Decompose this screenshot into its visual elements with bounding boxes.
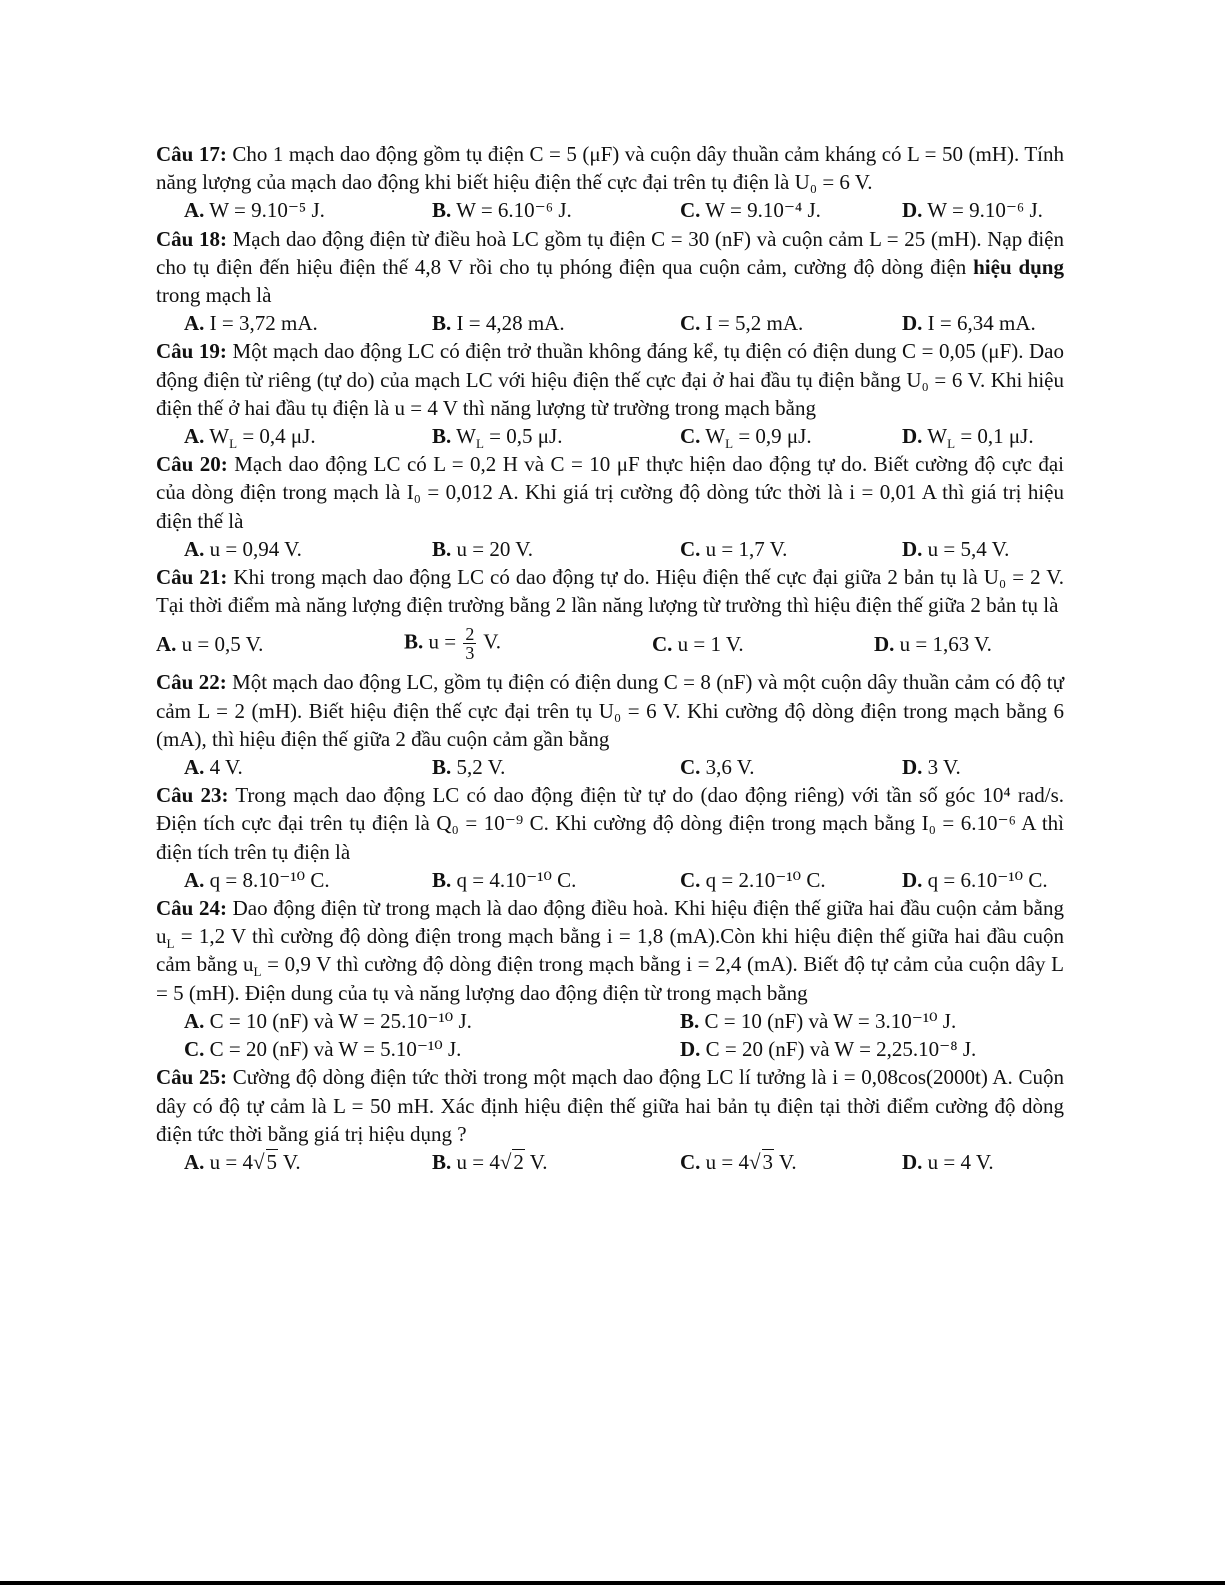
question-21 [156,563,1064,619]
option-text: I = 5,2 mA. [700,311,804,336]
option-d [902,422,1034,450]
option-letter: D. [902,311,923,336]
option-b [432,309,680,337]
option-letter: D. [902,867,923,892]
option-text: 3 V. [922,755,961,780]
question-text: Khi trong mạch dao động LC có dao động tự do. Hiệu điện thế cực đại giữa 2 bản tụ là U₀ = 2 V. Tại thời điểm mà năng lượng điện trường bằng 2 lần năng lượng từ trường thì hiệu điện thế giữa 2 bản tụ là [156,565,1064,618]
option-letter: B. [680,1008,700,1033]
option-text: $W_L = 0,1$ μJ. [922,424,1034,452]
exam-page [156,140,1064,1176]
option-text: u = 5,4 V. [922,536,1010,561]
option-letter: A. [184,536,205,561]
option-letter: C. [680,198,701,223]
option-text: C = 10 (nF) và W = 25.10⁻¹⁰ J. [204,1008,472,1033]
option-text: u = 4 V. [922,1149,994,1174]
option-text: $W_L = 0,9$ μJ. [700,424,812,452]
option-b [432,1148,680,1176]
option-c [680,1148,902,1176]
options-20 [156,535,1064,563]
question-22 [156,668,1064,753]
option-letter: C. [680,1149,701,1174]
fraction-denominator: 3 [465,643,475,664]
option-letter: B. [432,311,452,336]
option-text: q = 6.10⁻¹⁰ C. [922,867,1048,892]
option-text: C = 20 (nF) và W = 2,25.10⁻⁸ J. [700,1037,977,1062]
option-c [680,422,902,450]
option-text: 4 V. [204,755,243,780]
option-text: u = 0,94 V. [204,536,302,561]
option-letter: D. [680,1037,701,1062]
question-number: Câu 23: [156,783,229,808]
option-c [680,196,902,224]
question-text: Cường độ dòng điện tức thời trong một mạch dao động LC lí tưởng là i = 0,08cos(2000t) A. Cuộn dây có độ tự cảm là L = 50 mH. Xác định hiệu điện thế giữa hai bản tụ điện tại thời điểm cường độ dòng điện tức thời bằng giá trị hiệu dụng ? [156,1065,1064,1146]
option-b [432,866,680,894]
option-text: W = 6.10⁻⁶ J. [451,198,572,223]
question-19 [156,337,1064,422]
option-text: u = 4√ [204,1149,265,1174]
option-a [184,753,432,781]
option-text: u = 1,63 V. [894,631,992,656]
option-text: q = 4.10⁻¹⁰ C. [451,867,577,892]
option-letter: D. [902,424,923,449]
option-text: I = 6,34 mA. [922,311,1036,336]
option-a [184,1007,680,1035]
option-b [432,753,680,781]
question-number: Câu 20: [156,452,228,477]
option-letter: C. [680,755,701,780]
fraction [463,625,476,662]
question-24 [156,894,1064,1007]
option-text: u = 4√ [700,1149,761,1174]
option-d [902,866,1048,894]
radicand: 5 [266,1149,278,1174]
option-d [902,309,1036,337]
options-17 [156,196,1064,224]
option-text: u = 0,5 V. [176,631,264,656]
option-d [680,1035,976,1063]
option-a [184,535,432,563]
question-number: Câu 17: [156,142,227,166]
option-letter: B. [432,1149,452,1174]
question-text: Trong mạch dao động LC có dao động điện từ tự do (dao động riêng) với tần số góc 10⁴ rad/s. Điện tích cực đại trên tụ điện là Q₀ = 10⁻⁹ C. Khi cường độ dòng điện trong mạch bằng I₀ = 6.10⁻⁶ A thì điện tích trên tụ điện là [156,783,1064,864]
option-letter: B. [432,536,452,561]
option-d [902,1148,994,1176]
option-a [156,630,404,658]
option-text: u = [423,629,462,654]
option-letter: B. [432,198,452,223]
option-text-end: V. [524,1149,548,1174]
page-bottom-border [0,1581,1225,1585]
option-c [680,309,902,337]
option-c [680,753,902,781]
option-d [902,753,961,781]
option-text: 5,2 V. [451,755,506,780]
option-text: 3,6 V. [700,755,755,780]
option-a [184,309,432,337]
option-b [680,1007,956,1035]
option-text-end: V. [774,1149,797,1174]
option-text: q = 2.10⁻¹⁰ C. [700,867,826,892]
options-21 [156,619,1064,668]
option-text: C = 20 (nF) và W = 5.10⁻¹⁰ J. [204,1037,462,1062]
option-c [184,1035,680,1063]
question-17 [156,140,1064,196]
option-text: W = 9.10⁻⁶ J. [922,198,1043,223]
option-letter: A. [184,198,205,223]
option-letter: D. [902,198,923,223]
option-text: $W_L = 0,4$ μJ. [204,424,316,452]
option-d [902,535,1009,563]
option-text: W = 9.10⁻⁴ J. [700,198,821,223]
emphasis-text: hiệu dụng [973,254,1064,279]
options-19 [156,422,1064,450]
option-text: u = 1 V. [672,631,744,656]
option-letter: D. [874,631,895,656]
option-letter: B. [432,424,452,449]
option-letter: B. [432,867,452,892]
option-text: $W_L = 0,5$ μJ. [451,424,563,452]
option-letter: A. [156,631,177,656]
radicand: 3 [762,1149,774,1174]
option-text: W = 9.10⁻⁵ J. [204,198,325,223]
option-b [432,535,680,563]
question-25 [156,1063,1064,1148]
options-24-row-2 [156,1035,1064,1063]
question-number: Câu 19: [156,339,227,364]
option-text: u = 20 V. [451,536,533,561]
option-b [432,196,680,224]
question-text: Một mạch dao động LC có điện trở thuần không đáng kể, tụ điện có điện dung C = 0,05 (μF). Dao động điện từ riêng (tự do) của mạch LC với hiệu điện thế cực đại ở hai đầu tụ điện bằng U₀ = 6 V. Khi hiệu điện thế ở hai đầu tụ điện là u = 4 V thì năng lượng từ trường trong mạch bằng [156,339,1064,420]
option-letter: C. [652,631,673,656]
option-c [652,630,874,658]
question-text: Mạch dao động điện từ điều hoà LC gồm tụ điện C = 30 (nF) và cuộn cảm L = 25 (mH). Nạp điện cho tụ điện đến hiệu điện thế 4,8 V rồi cho tụ phóng điện qua cuộn cảm, cường độ dòng điện [156,226,1064,279]
option-text: C = 10 (nF) và W = 3.10⁻¹⁰ J. [699,1008,957,1033]
options-23 [156,866,1064,894]
option-letter: B. [432,755,452,780]
option-b [404,625,652,662]
option-letter: C. [680,424,701,449]
option-text: u = 4√ [451,1149,512,1174]
question-number: Câu 22: [156,670,227,695]
question-20 [156,450,1064,535]
option-letter: D. [902,536,923,561]
option-letter: A. [184,424,205,449]
option-letter: A. [184,755,205,780]
option-text-end: V. [278,1149,301,1174]
question-number: Câu 24: [156,896,227,921]
question-number: Câu 21: [156,565,228,590]
option-letter: B. [404,629,424,654]
option-a [184,1148,432,1176]
option-text-end: V. [478,629,501,654]
option-letter: C. [680,536,701,561]
option-text: I = 3,72 mA. [204,311,318,336]
option-letter: C. [680,311,701,336]
option-letter: A. [184,867,205,892]
option-b [432,422,680,450]
option-letter: D. [902,755,923,780]
question-23 [156,781,1064,866]
options-24-row-1 [156,1007,1064,1035]
question-text-end: trong mạch là [156,283,272,308]
options-18 [156,309,1064,337]
options-25 [156,1148,1064,1176]
option-a [184,866,432,894]
option-letter: D. [902,1149,923,1174]
question-number: Câu 25: [156,1065,228,1090]
option-text: q = 8.10⁻¹⁰ C. [204,867,330,892]
option-text: u = 1,7 V. [700,536,788,561]
question-text: Mạch dao động LC có L = 0,2 H và C = 10 μF thực hiện dao động tự do. Biết cường độ cực đại của dòng điện trong mạch là I₀ = 0,012 A. Khi giá trị cường độ dòng tức thời là i = 0,01 A thì giá trị hiệu điện thế là [156,452,1064,533]
fraction-numerator: 2 [465,624,475,645]
option-d [902,196,1043,224]
option-a [184,196,432,224]
option-letter: A. [184,311,205,336]
question-text: Cho 1 mạch dao động gồm tụ điện C = 5 (μF) và cuộn dây thuần cảm kháng có L = 50 (mH). Tính năng lượng của mạch dao động khi biết hiệu điện thế cực đại trên tụ điện là U₀ = 6 V. [156,142,1064,195]
option-letter: A. [184,1149,205,1174]
question-text: Một mạch dao động LC, gồm tụ điện có điện dung C = 8 (nF) và một cuộn dây thuần cảm có độ tự cảm L = 2 (mH). Biết hiệu điện thế cực đại trên tụ U₀ = 6 V. Khi cường độ dòng điện trong mạch bằng 6 (mA), thì hiệu điện thế giữa 2 đầu cuộn cảm gần bằng [156,670,1064,751]
question-text: Dao động điện từ trong mạch là dao động điều hoà. Khi hiệu điện thế giữa hai đầu cuộn cảm bằng $u_L = 1,2$ V thì cường độ dòng điện trong mạch bằng i = 1,8 (mA).Còn khi hiệu điện thế giữa hai đầu cuộn cảm bằng $u_L = 0,9$ V thì cường độ dòng điện trong mạch bằng i = 2,4 (mA). Biết độ tự cảm của cuộn dây L = 5 (mH). Điện dung của tụ và năng lượng dao động điện từ trong mạch bằng [156,896,1064,1005]
option-letter: A. [184,1008,205,1033]
option-c [680,535,902,563]
option-a [184,422,432,450]
question-number: Câu 18: [156,226,227,251]
option-c [680,866,902,894]
option-letter: C. [680,867,701,892]
option-d [874,630,992,658]
question-18 [156,225,1064,310]
option-letter: C. [184,1037,205,1062]
option-text: I = 4,28 mA. [451,311,565,336]
options-22 [156,753,1064,781]
radicand: 2 [513,1149,524,1174]
